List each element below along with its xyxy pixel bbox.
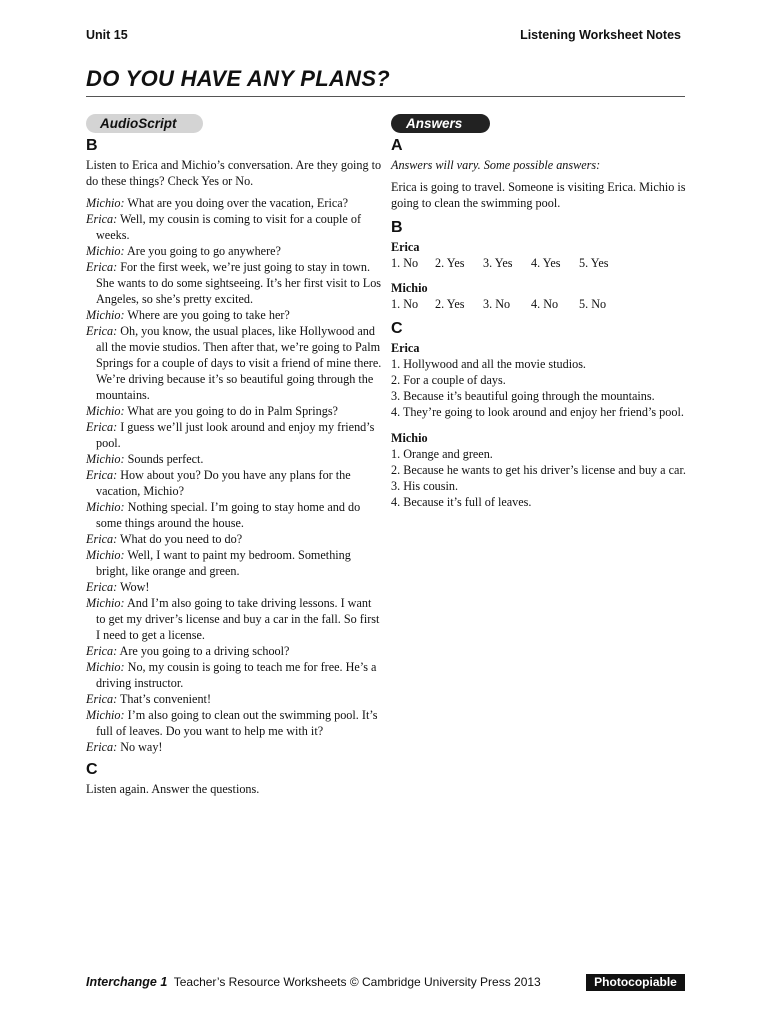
- answer-item: 3. No: [483, 297, 511, 311]
- dialogue-text: Oh, you know, the usual places, like Hollywood and all the movie studios. Then after that, we’re going to Palm Springs for a couple of days to visit a friend of mine there. We’re driving because it’s so beautiful going through the mountains.: [96, 324, 382, 402]
- answers-label: Answers: [391, 114, 490, 133]
- answer-item: 4. No: [531, 297, 559, 311]
- dialogue-text: And I’m also going to take driving lessons. I want to get my driver’s license and buy a car in the fall. So first I need to get a license.: [96, 596, 380, 642]
- answers-b-erica-label: Erica: [391, 240, 420, 254]
- dialogue-line: [86, 499, 382, 531]
- dialogue-line: [86, 467, 382, 499]
- dialogue-text: No, my cousin is going to teach me for free. He’s a driving instructor.: [96, 660, 377, 690]
- dialogue-text: No way!: [120, 740, 163, 754]
- dialogue-line: [86, 579, 382, 595]
- unit-label: Unit 15: [86, 28, 128, 42]
- list-item: 3. His cousin.: [391, 479, 459, 493]
- footer-brand: Interchange 1: [86, 975, 168, 989]
- speaker-name: Erica:: [86, 644, 118, 658]
- dialogue-text: Well, my cousin is coming to visit for a couple of weeks.: [96, 212, 362, 242]
- dialogue-text: Nothing special. I’m going to stay home and do some things around the house.: [96, 500, 361, 530]
- speaker-name: Erica:: [86, 740, 118, 754]
- answers-a-note: Answers will vary. Some possible answers:: [391, 158, 601, 172]
- dialogue-line: [86, 419, 382, 451]
- dialogue-line: [86, 707, 382, 739]
- dialogue-line: [86, 211, 382, 243]
- dialogue-line: [86, 259, 382, 307]
- answer-item: 4. Yes: [531, 256, 561, 270]
- answer-item: 5. Yes: [579, 256, 609, 270]
- footer-text: Teacher’s Resource Worksheets © Cambridge University Press 2013: [173, 975, 541, 989]
- dialogue-text: Wow!: [119, 580, 150, 594]
- speaker-name: Erica:: [86, 468, 118, 482]
- speaker-name: Erica:: [86, 420, 118, 434]
- speaker-name: Michio:: [86, 548, 125, 562]
- list-item: 4. They’re going to look around and enjoy her friend’s pool.: [391, 405, 684, 419]
- dialogue-text: What do you need to do?: [119, 532, 243, 546]
- speaker-name: Erica:: [86, 692, 118, 706]
- answer-item: 2. Yes: [435, 297, 465, 311]
- answers-c-erica-list: [391, 356, 687, 420]
- speaker-name: Michio:: [86, 708, 125, 722]
- dialogue-line: [86, 659, 382, 691]
- section-letter-c: C: [86, 761, 98, 778]
- speaker-name: Michio:: [86, 244, 125, 258]
- dialogue-text: What are you going to do in Palm Springs?: [127, 404, 338, 418]
- speaker-name: Michio:: [86, 196, 125, 210]
- speaker-name: Michio:: [86, 596, 125, 610]
- answers-a-text: Erica is going to travel. Someone is visiting Erica. Michio is going to clean the swimming pool.: [391, 180, 686, 210]
- speaker-name: Erica:: [86, 212, 118, 226]
- dialogue: [86, 195, 382, 755]
- dialogue-text: Are you going to go anywhere?: [126, 244, 281, 258]
- answers-letter-b: B: [391, 219, 403, 236]
- dialogue-line: [86, 595, 382, 643]
- dialogue-line: [86, 243, 382, 259]
- dialogue-line: [86, 691, 382, 707]
- speaker-name: Erica:: [86, 580, 118, 594]
- answers-b-michio-row: [391, 296, 687, 312]
- speaker-name: Erica:: [86, 532, 118, 546]
- dialogue-text: I guess we’ll just look around and enjoy my friend’s pool.: [96, 420, 375, 450]
- answers-column: [391, 135, 687, 510]
- dialogue-text: What are you doing over the vacation, Erica?: [127, 196, 349, 210]
- answers-letter-c: C: [391, 320, 403, 337]
- photocopiable-badge: Photocopiable: [586, 974, 685, 991]
- list-item: 4. Because it’s full of leaves.: [391, 495, 532, 509]
- footer-credit: [86, 975, 541, 989]
- dialogue-line: [86, 195, 382, 211]
- dialogue-text: I’m also going to clean out the swimming pool. It’s full of leaves. Do you want to help me with it?: [96, 708, 378, 738]
- page-title: DO YOU HAVE ANY PLANS?: [86, 66, 391, 91]
- dialogue-line: [86, 643, 382, 659]
- answers-b-erica-row: [391, 255, 687, 271]
- dialogue-line: [86, 547, 382, 579]
- title-divider: [86, 96, 685, 97]
- dialogue-line: [86, 307, 382, 323]
- dialogue-text: That’s convenient!: [119, 692, 212, 706]
- list-item: 2. For a couple of days.: [391, 373, 506, 387]
- speaker-name: Erica:: [86, 260, 118, 274]
- dialogue-line: [86, 739, 382, 755]
- answer-item: 1. No: [391, 297, 419, 311]
- dialogue-line: [86, 323, 382, 403]
- instructions-c: Listen again. Answer the questions.: [86, 782, 260, 796]
- answers-c-erica-label: Erica: [391, 341, 420, 355]
- speaker-name: Michio:: [86, 404, 125, 418]
- dialogue-line: [86, 403, 382, 419]
- list-item: 2. Because he wants to get his driver’s license and buy a car.: [391, 463, 686, 477]
- answer-item: 3. Yes: [483, 256, 513, 270]
- audioscript-column: [86, 135, 382, 797]
- list-item: 3. Because it’s beautiful going through the mountains.: [391, 389, 655, 403]
- speaker-name: Michio:: [86, 660, 125, 674]
- dialogue-text: Where are you going to take her?: [127, 308, 290, 322]
- speaker-name: Michio:: [86, 308, 125, 322]
- answers-c-michio-list: [391, 446, 687, 510]
- dialogue-line: [86, 531, 382, 547]
- answers-letter-a: A: [391, 137, 403, 154]
- dialogue-text: Sounds perfect.: [127, 452, 204, 466]
- answer-item: 1. No: [391, 256, 419, 270]
- dialogue-text: For the first week, we’re just going to stay in town. She wants to do some sightseeing. It’s her first visit to Los Angeles, so she’s pretty excited.: [96, 260, 382, 306]
- worksheet-notes-label: Listening Worksheet Notes: [520, 28, 681, 42]
- section-letter-b: B: [86, 137, 98, 154]
- speaker-name: Erica:: [86, 324, 118, 338]
- list-item: 1. Orange and green.: [391, 447, 493, 461]
- dialogue-text: Are you going to a driving school?: [119, 644, 290, 658]
- speaker-name: Michio:: [86, 500, 125, 514]
- answer-item: 2. Yes: [435, 256, 465, 270]
- dialogue-text: Well, I want to paint my bedroom. Something bright, like orange and green.: [96, 548, 351, 578]
- audioscript-label: AudioScript: [86, 114, 203, 133]
- answers-c-michio-label: Michio: [391, 431, 428, 445]
- instructions-b: Listen to Erica and Michio’s conversation. Are they going to do these things? Check Yes or No.: [86, 158, 382, 188]
- list-item: 1. Hollywood and all the movie studios.: [391, 357, 586, 371]
- speaker-name: Michio:: [86, 452, 125, 466]
- answer-item: 5. No: [579, 297, 607, 311]
- dialogue-line: [86, 451, 382, 467]
- answers-b-michio-label: Michio: [391, 281, 428, 295]
- dialogue-text: How about you? Do you have any plans for the vacation, Michio?: [96, 468, 351, 498]
